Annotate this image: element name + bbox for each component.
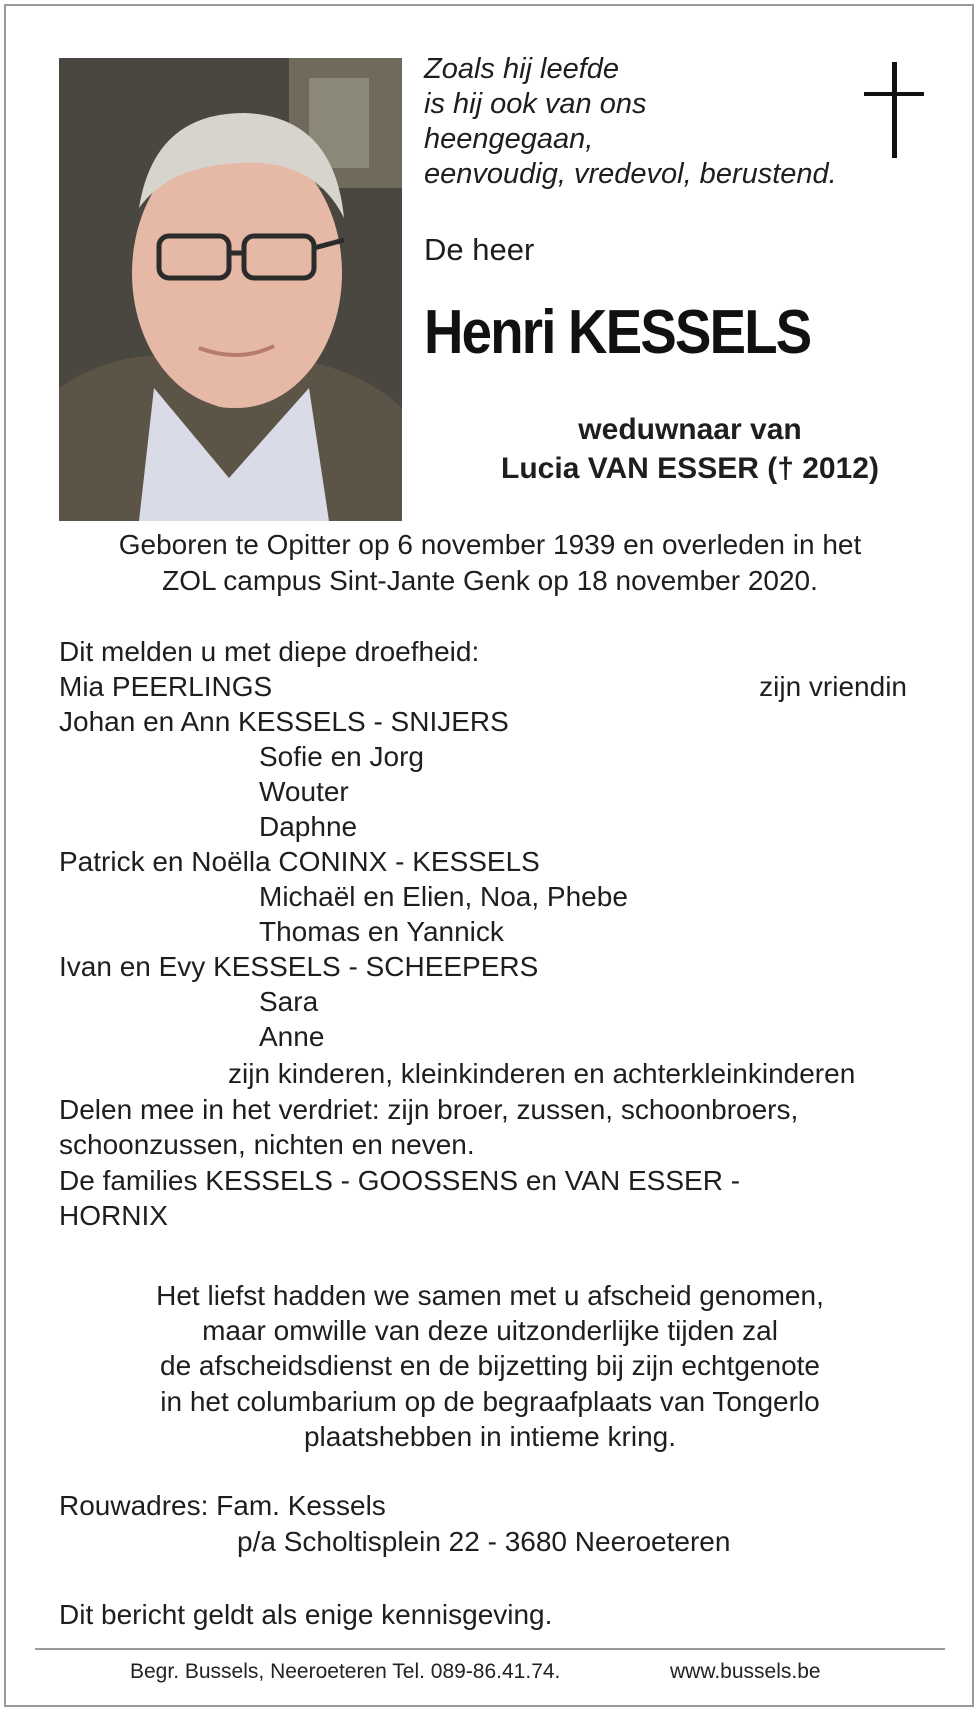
- address-street: p/a Scholtisplein 22 - 3680 Neeroeteren: [237, 1526, 731, 1557]
- farewell-line: Het liefst hadden we samen met u afscheid genomen,: [156, 1280, 824, 1311]
- grandchild-line: Sara: [259, 986, 319, 1017]
- farewell-line: maar omwille van deze uitzonderlijke tijden zal: [202, 1315, 778, 1347]
- farewell-line: plaatshebben in intieme kring.: [303, 1420, 676, 1452]
- poem-line: eenvoudig, vredevol, berustend.: [424, 158, 837, 190]
- widower-block: [430, 410, 950, 488]
- deceased-name: Henri KESSELS: [424, 298, 811, 367]
- death-line: ZOL campus Sint-Jante Genk op 18 november 2020.: [162, 565, 818, 596]
- farewell-line: de afscheidsdienst en de bijzetting bij zijn echtgenote: [160, 1350, 820, 1382]
- family-line: Patrick en Noëlla CONINX - KESSELS: [59, 846, 540, 877]
- birth-death-info: [60, 527, 920, 599]
- notice-text: Dit bericht geldt als enige kennisgeving.: [59, 1599, 553, 1630]
- grandchild-line: Thomas en Yannick: [259, 916, 504, 947]
- footer-divider: [35, 1648, 945, 1650]
- poem-line: heengegaan,: [424, 123, 594, 155]
- salutation: De heer: [424, 232, 535, 267]
- poem-line: Zoals hij leefde: [424, 53, 620, 85]
- grandchild-line: Daphne: [259, 811, 358, 842]
- poem-line: is hij ook van ons: [424, 88, 647, 120]
- announce-intro: Dit melden u met diepe droefheid:: [59, 636, 480, 667]
- family-line: Ivan en Evy KESSELS - SCHEEPERS: [59, 951, 539, 982]
- share-grief-text: Delen mee in het verdriet: zijn broer, zussen, schoonbroers, schoonzussen, nichten en neven.: [59, 1094, 799, 1161]
- family-line: Johan en Ann KESSELS - SNIJERS: [59, 706, 509, 737]
- farewell-line: in het columbarium op de begraafplaats van Tongerlo: [160, 1385, 820, 1417]
- farewell-message: [60, 1278, 920, 1454]
- friend-relation: zijn vriendin: [759, 671, 907, 702]
- grandchild-line: Anne: [259, 1021, 325, 1052]
- birth-line: Geboren te Opitter op 6 november 1939 en overleden in het: [118, 529, 862, 560]
- grandchild-line: Sofie en Jorg: [259, 741, 424, 772]
- portrait-photo: [59, 58, 402, 521]
- cross-icon: [864, 62, 924, 158]
- grandchild-line: Michaël en Elien, Noa, Phebe: [259, 881, 628, 912]
- poem: [424, 52, 837, 192]
- address-label: Rouwadres: Fam. Kessels: [59, 1490, 386, 1521]
- relation-line: zijn kinderen, kleinkinderen en achterkleinkinderen: [228, 1058, 856, 1089]
- undertaker-info: Begr. Bussels, Neeroeteren Tel. 089-86.41.74.: [130, 1660, 561, 1683]
- widower-label: weduwnaar van: [578, 413, 802, 446]
- spouse-name: Lucia VAN ESSER († 2012): [501, 452, 879, 485]
- website-link[interactable]: www.bussels.be: [670, 1660, 821, 1683]
- friend-name: Mia PEERLINGS: [59, 671, 273, 702]
- families-text: De families KESSELS - GOOSSENS en VAN ESSER - HORNIX: [59, 1165, 741, 1232]
- grandchild-line: Wouter: [259, 776, 349, 807]
